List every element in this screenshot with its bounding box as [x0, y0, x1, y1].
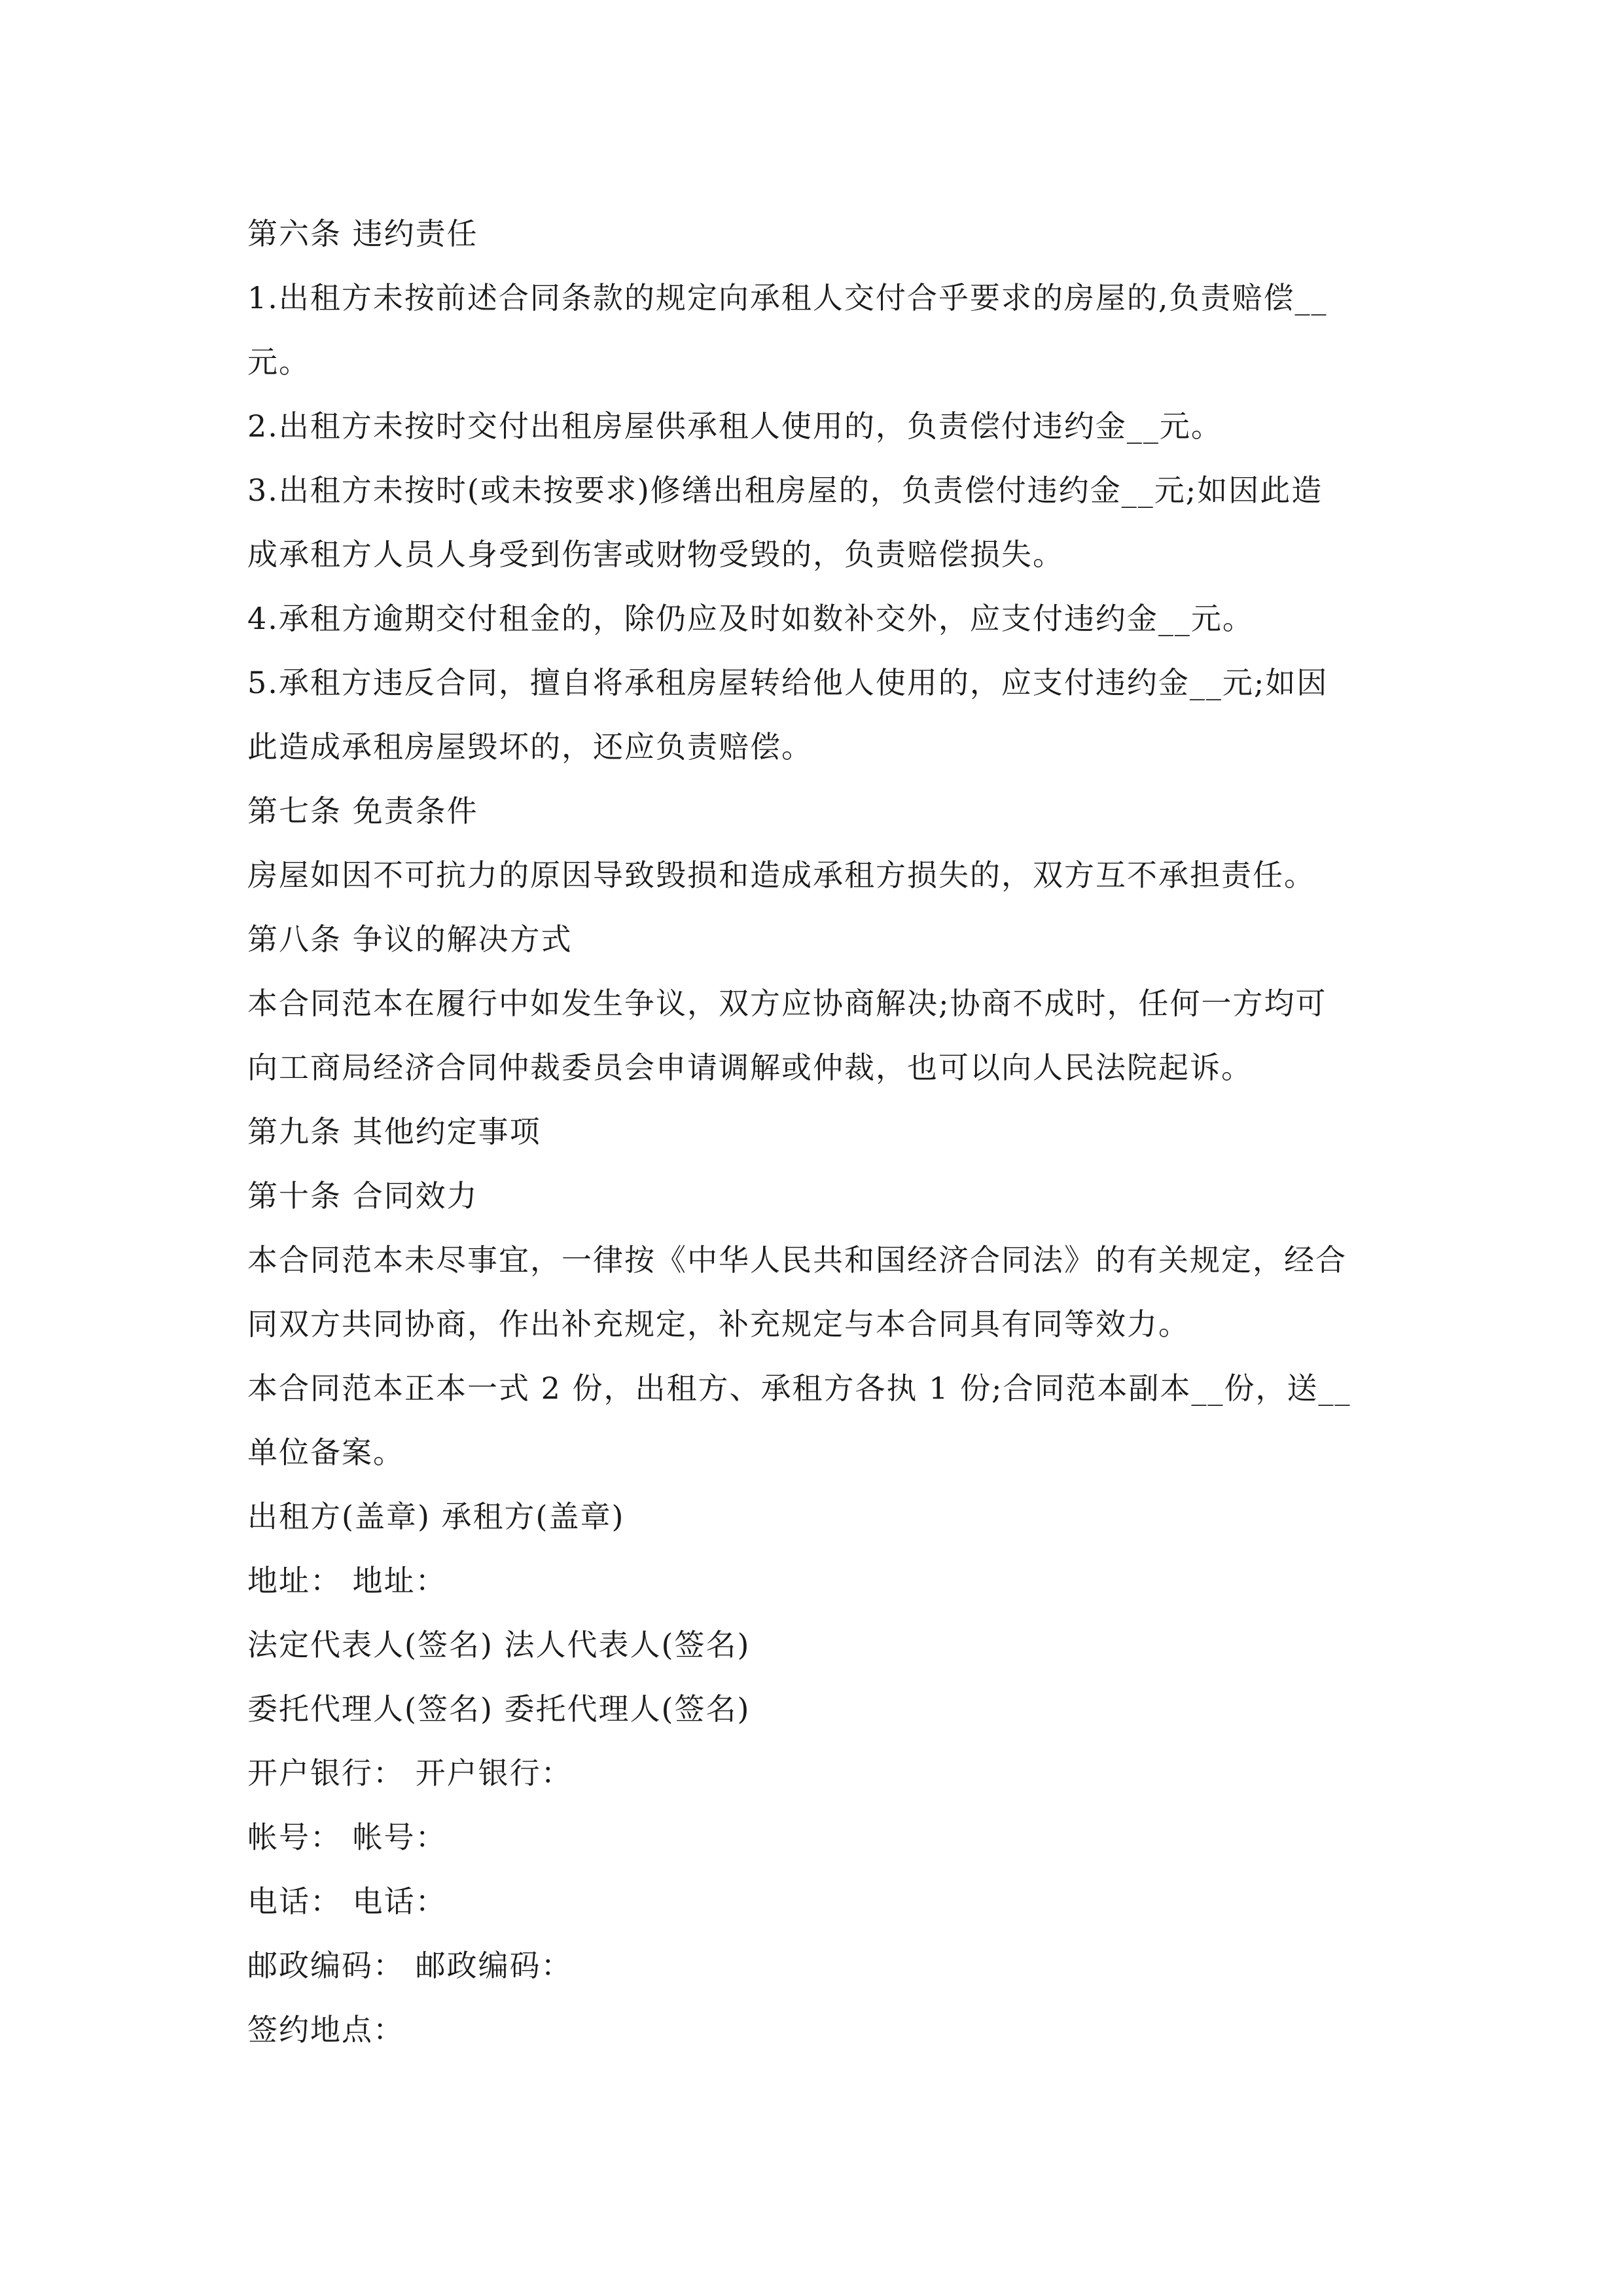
paragraph-line: 此造成承租房屋毁坏的，还应负责赔偿。: [247, 729, 813, 764]
section-heading-article-8: 第八条 争议的解决方式: [247, 922, 573, 957]
paragraph-line: 1.出租方未按前述合同条款的规定向承租人交付合乎要求的房屋的,负责赔偿__: [247, 280, 1328, 315]
section-heading-article-7: 第七条 免责条件: [247, 793, 478, 829]
paragraph-line: 4.承租方逾期交付租金的，除仍应及时如数补交外，应支付违约金__元。: [247, 601, 1254, 636]
paragraph-line: 房屋如因不可抗力的原因导致毁损和造成承租方损失的，双方互不承担责任。: [247, 857, 1315, 893]
paragraph-line: 本合同范本正本一式 2 份，出租方、承租方各执 1 份;合同范本副本__份，送__: [247, 1371, 1351, 1406]
paragraph-line: 单位备案。: [247, 1435, 404, 1470]
contract-body: [247, 202, 1389, 2062]
paragraph-line: 3.出租方未按时(或未按要求)修缮出租房屋的，负责偿付违约金__元;如因此造: [247, 473, 1323, 508]
signature-field-phone: 电话： 电话：: [247, 1884, 447, 1919]
section-heading-article-9: 第九条 其他约定事项: [247, 1114, 541, 1149]
section-heading-article-10: 第十条 合同效力: [247, 1178, 478, 1213]
signature-field-account: 帐号： 帐号：: [247, 1820, 447, 1855]
paragraph-line: 5.承租方违反合同，擅自将承租房屋转给他人使用的，应支付违约金__元;如因: [247, 665, 1329, 700]
paragraph-line: 成承租方人员人身受到伤害或财物受毁的，负责赔偿损失。: [247, 537, 1064, 572]
signature-field-signing-place: 签约地点：: [247, 2012, 404, 2047]
signature-field-bank: 开户银行： 开户银行：: [247, 1755, 573, 1791]
paragraph-line: 本合同范本未尽事宜，一律按《中华人民共和国经济合同法》的有关规定，经合: [247, 1242, 1347, 1278]
signature-field-seal: 出租方(盖章) 承租方(盖章): [247, 1499, 625, 1534]
signature-field-postcode: 邮政编码： 邮政编码：: [247, 1948, 573, 1983]
paragraph-line: 同双方共同协商，作出补充规定，补充规定与本合同具有同等效力。: [247, 1306, 1190, 1342]
paragraph-line: 元。: [247, 344, 310, 380]
paragraph-line: 2.出租方未按时交付出租房屋供承租人使用的，负责偿付违约金__元。: [247, 408, 1222, 444]
signature-field-address: 地址： 地址：: [247, 1563, 447, 1598]
signature-field-agent: 委托代理人(签名) 委托代理人(签名): [247, 1691, 751, 1727]
section-heading-article-6: 第六条 违约责任: [247, 216, 478, 251]
signature-field-legal-representative: 法定代表人(签名) 法人代表人(签名): [247, 1627, 751, 1662]
paragraph-line: 本合同范本在履行中如发生争议，双方应协商解决;协商不成时，任何一方均可: [247, 986, 1327, 1021]
paragraph-line: 向工商局经济合同仲裁委员会申请调解或仲裁，也可以向人民法院起诉。: [247, 1050, 1253, 1085]
